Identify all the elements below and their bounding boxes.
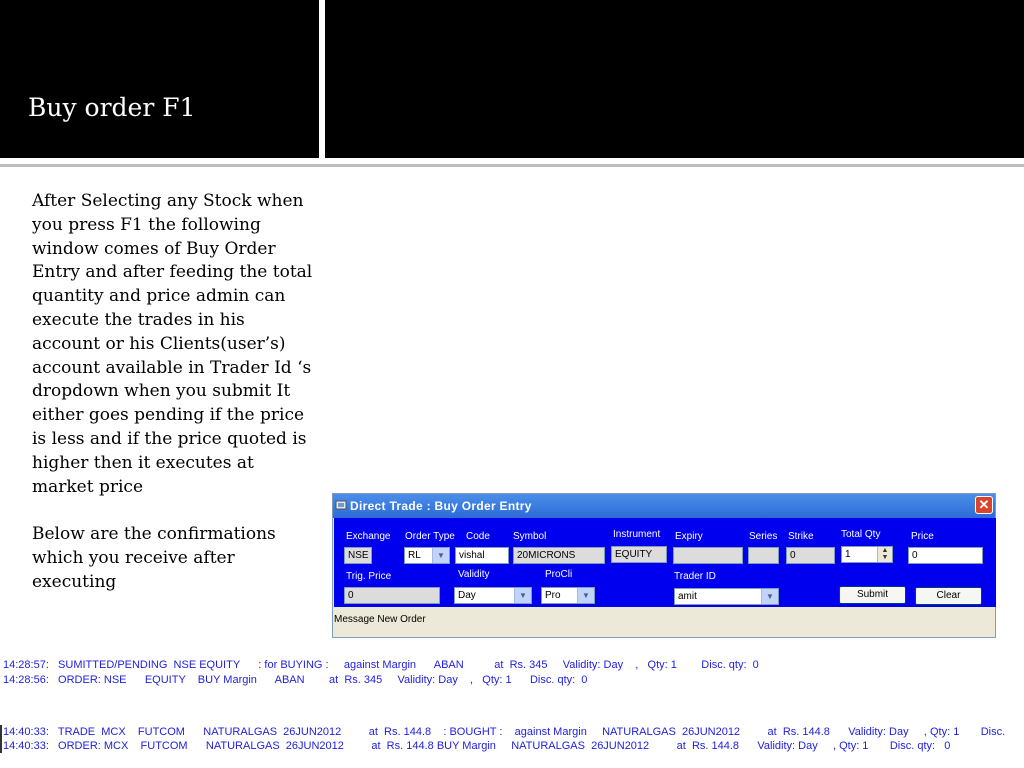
app-icon	[335, 499, 347, 511]
total-qty-label: Total Qty	[841, 529, 881, 540]
instrument-field[interactable]: EQUITY	[611, 546, 667, 563]
expiry-field[interactable]	[673, 547, 743, 564]
header-right-panel	[325, 0, 1024, 158]
exchange-field[interactable]: NSE	[344, 547, 372, 564]
order-type-label: Order Type	[405, 531, 455, 542]
series-field[interactable]	[748, 547, 779, 564]
procli-select[interactable]	[541, 587, 595, 604]
log-line: 14:28:57: SUMITTED/PENDING NSE EQUITY : for BUYING : against Margin ABAN at Rs. 345 Validity: Day , Qty: 1 Disc. qty: 0	[3, 659, 759, 671]
status-message: Message New Order	[334, 614, 426, 625]
total-qty-stepper[interactable]	[841, 546, 893, 563]
header-left-panel	[0, 0, 319, 158]
clear-button[interactable]: Clear	[915, 587, 982, 605]
price-input[interactable]: 0	[908, 547, 983, 564]
strike-field[interactable]: 0	[786, 547, 835, 564]
confirmation-paragraph: Below are the confirmations which you receive after executing	[32, 524, 276, 592]
chevron-down-icon[interactable]: ▼	[577, 588, 594, 603]
dialog-title: Direct Trade : Buy Order Entry	[350, 499, 532, 513]
dialog-titlebar[interactable]	[333, 494, 995, 518]
procli-label: ProCli	[545, 569, 573, 580]
strike-label: Strike	[788, 531, 814, 542]
code-input[interactable]: vishal	[455, 547, 509, 564]
exchange-label: Exchange	[346, 531, 391, 542]
trader-id-value: amit	[678, 591, 697, 602]
slide-body	[32, 190, 314, 595]
code-label: Code	[466, 531, 490, 542]
header-divider	[0, 164, 1024, 167]
order-type-select[interactable]	[404, 547, 450, 564]
log-line: 14:28:56: ORDER: NSE EQUITY BUY Margin ABAN at Rs. 345 Validity: Day , Qty: 1 Disc. qty: 0	[3, 674, 588, 686]
total-qty-value: 1	[845, 549, 851, 560]
validity-select[interactable]	[454, 587, 532, 604]
chevron-down-icon[interactable]: ▼	[761, 589, 778, 604]
close-button[interactable]: ✕	[975, 496, 993, 514]
spin-arrows-icon[interactable]: ▲ ▼	[877, 547, 892, 562]
series-label: Series	[749, 531, 778, 542]
trig-price-label: Trig. Price	[346, 571, 392, 582]
validity-label: Validity	[458, 569, 490, 580]
order-form	[334, 518, 996, 607]
trader-id-label: Trader ID	[674, 571, 716, 582]
symbol-field[interactable]: 20MICRONS	[513, 547, 605, 564]
trader-id-select[interactable]	[674, 588, 779, 605]
log-line: 14:40:33: TRADE MCX FUTCOM NATURALGAS 26JUN2012 at Rs. 144.8 : BOUGHT : against Margin NATURALGAS 26JUN2012 at Rs. 144.8 Validity: Day , Qty: 1 Disc.	[3, 726, 1006, 738]
buy-order-dialog	[332, 493, 996, 638]
chevron-down-icon[interactable]: ▼	[514, 588, 531, 603]
symbol-label: Symbol	[513, 531, 547, 542]
instrument-label: Instrument	[613, 529, 661, 540]
order-type-value: RL	[408, 550, 421, 561]
trig-price-field[interactable]: 0	[344, 587, 440, 604]
chevron-down-icon[interactable]: ▼	[432, 548, 449, 563]
log-border	[0, 725, 2, 753]
price-label: Price	[911, 531, 934, 542]
slide-title: Buy order F1	[28, 93, 196, 122]
submit-button[interactable]: Submit	[839, 586, 906, 604]
log-line: 14:40:33: ORDER: MCX FUTCOM NATURALGAS 26JUN2012 at Rs. 144.8 BUY Margin NATURALGAS 26JUN2012 at Rs. 144.8 Validity: Day , Qty: 1 Disc. qty: 0	[3, 740, 951, 752]
expiry-label: Expiry	[675, 531, 703, 542]
validity-value: Day	[458, 590, 476, 601]
description-paragraph: After Selecting any Stock when you press F1 the following window comes of Buy Order Entry and after feeding the total quantity and price admin can execute the trades in his account or his Clients(user’s) account available in Trader Id ‘s dropdown when you submit It either goes pending if the price is less and if the price quoted is higher then it executes at market price	[32, 191, 313, 497]
procli-value: Pro	[545, 590, 561, 601]
